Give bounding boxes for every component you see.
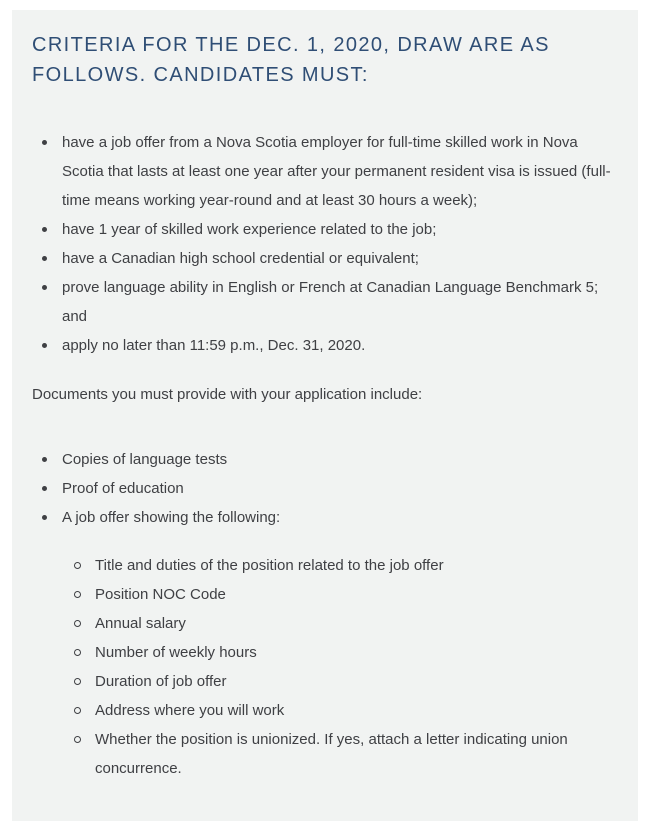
- section-heading: CRITERIA FOR THE DEC. 1, 2020, DRAW ARE AS FOLLOWS. CANDIDATES MUST:: [32, 34, 550, 86]
- job-offer-sublist-item: Position NOC Code: [62, 580, 618, 609]
- criteria-item: have a Canadian high school credential or equivalent;: [32, 244, 618, 273]
- job-offer-sublist-item: Annual salary: [62, 609, 618, 638]
- documents-list: [32, 445, 618, 783]
- documents-item-label: A job offer showing the following:: [62, 509, 281, 526]
- job-offer-sublist-item: Number of weekly hours: [62, 638, 618, 667]
- documents-item: Copies of language tests: [32, 445, 618, 474]
- criteria-item: apply no later than 11:59 p.m., Dec. 31, 2020.: [32, 331, 618, 360]
- job-offer-sublist-item: Address where you will work: [62, 696, 618, 725]
- job-offer-sublist-item: Whether the position is unionized. If yes, attach a letter indicating union concurrence.: [62, 725, 618, 783]
- job-offer-sublist-item: Duration of job offer: [62, 667, 618, 696]
- documents-item: Proof of education: [32, 474, 618, 503]
- criteria-list: [32, 128, 618, 360]
- criteria-panel: [12, 10, 638, 821]
- criteria-item: have 1 year of skilled work experience related to the job;: [32, 215, 618, 244]
- job-offer-sublist: [62, 551, 618, 783]
- documents-intro: Documents you must provide with your application include:: [32, 386, 423, 403]
- documents-item: [32, 503, 618, 783]
- criteria-item: have a job offer from a Nova Scotia employer for full-time skilled work in Nova Scotia that lasts at least one year after your permanent resident visa is issued (full-time means working year-round and at least 30 hours a week);: [32, 128, 618, 215]
- job-offer-sublist-item: Title and duties of the position related to the job offer: [62, 551, 618, 580]
- criteria-item: prove language ability in English or French at Canadian Language Benchmark 5; and: [32, 273, 618, 331]
